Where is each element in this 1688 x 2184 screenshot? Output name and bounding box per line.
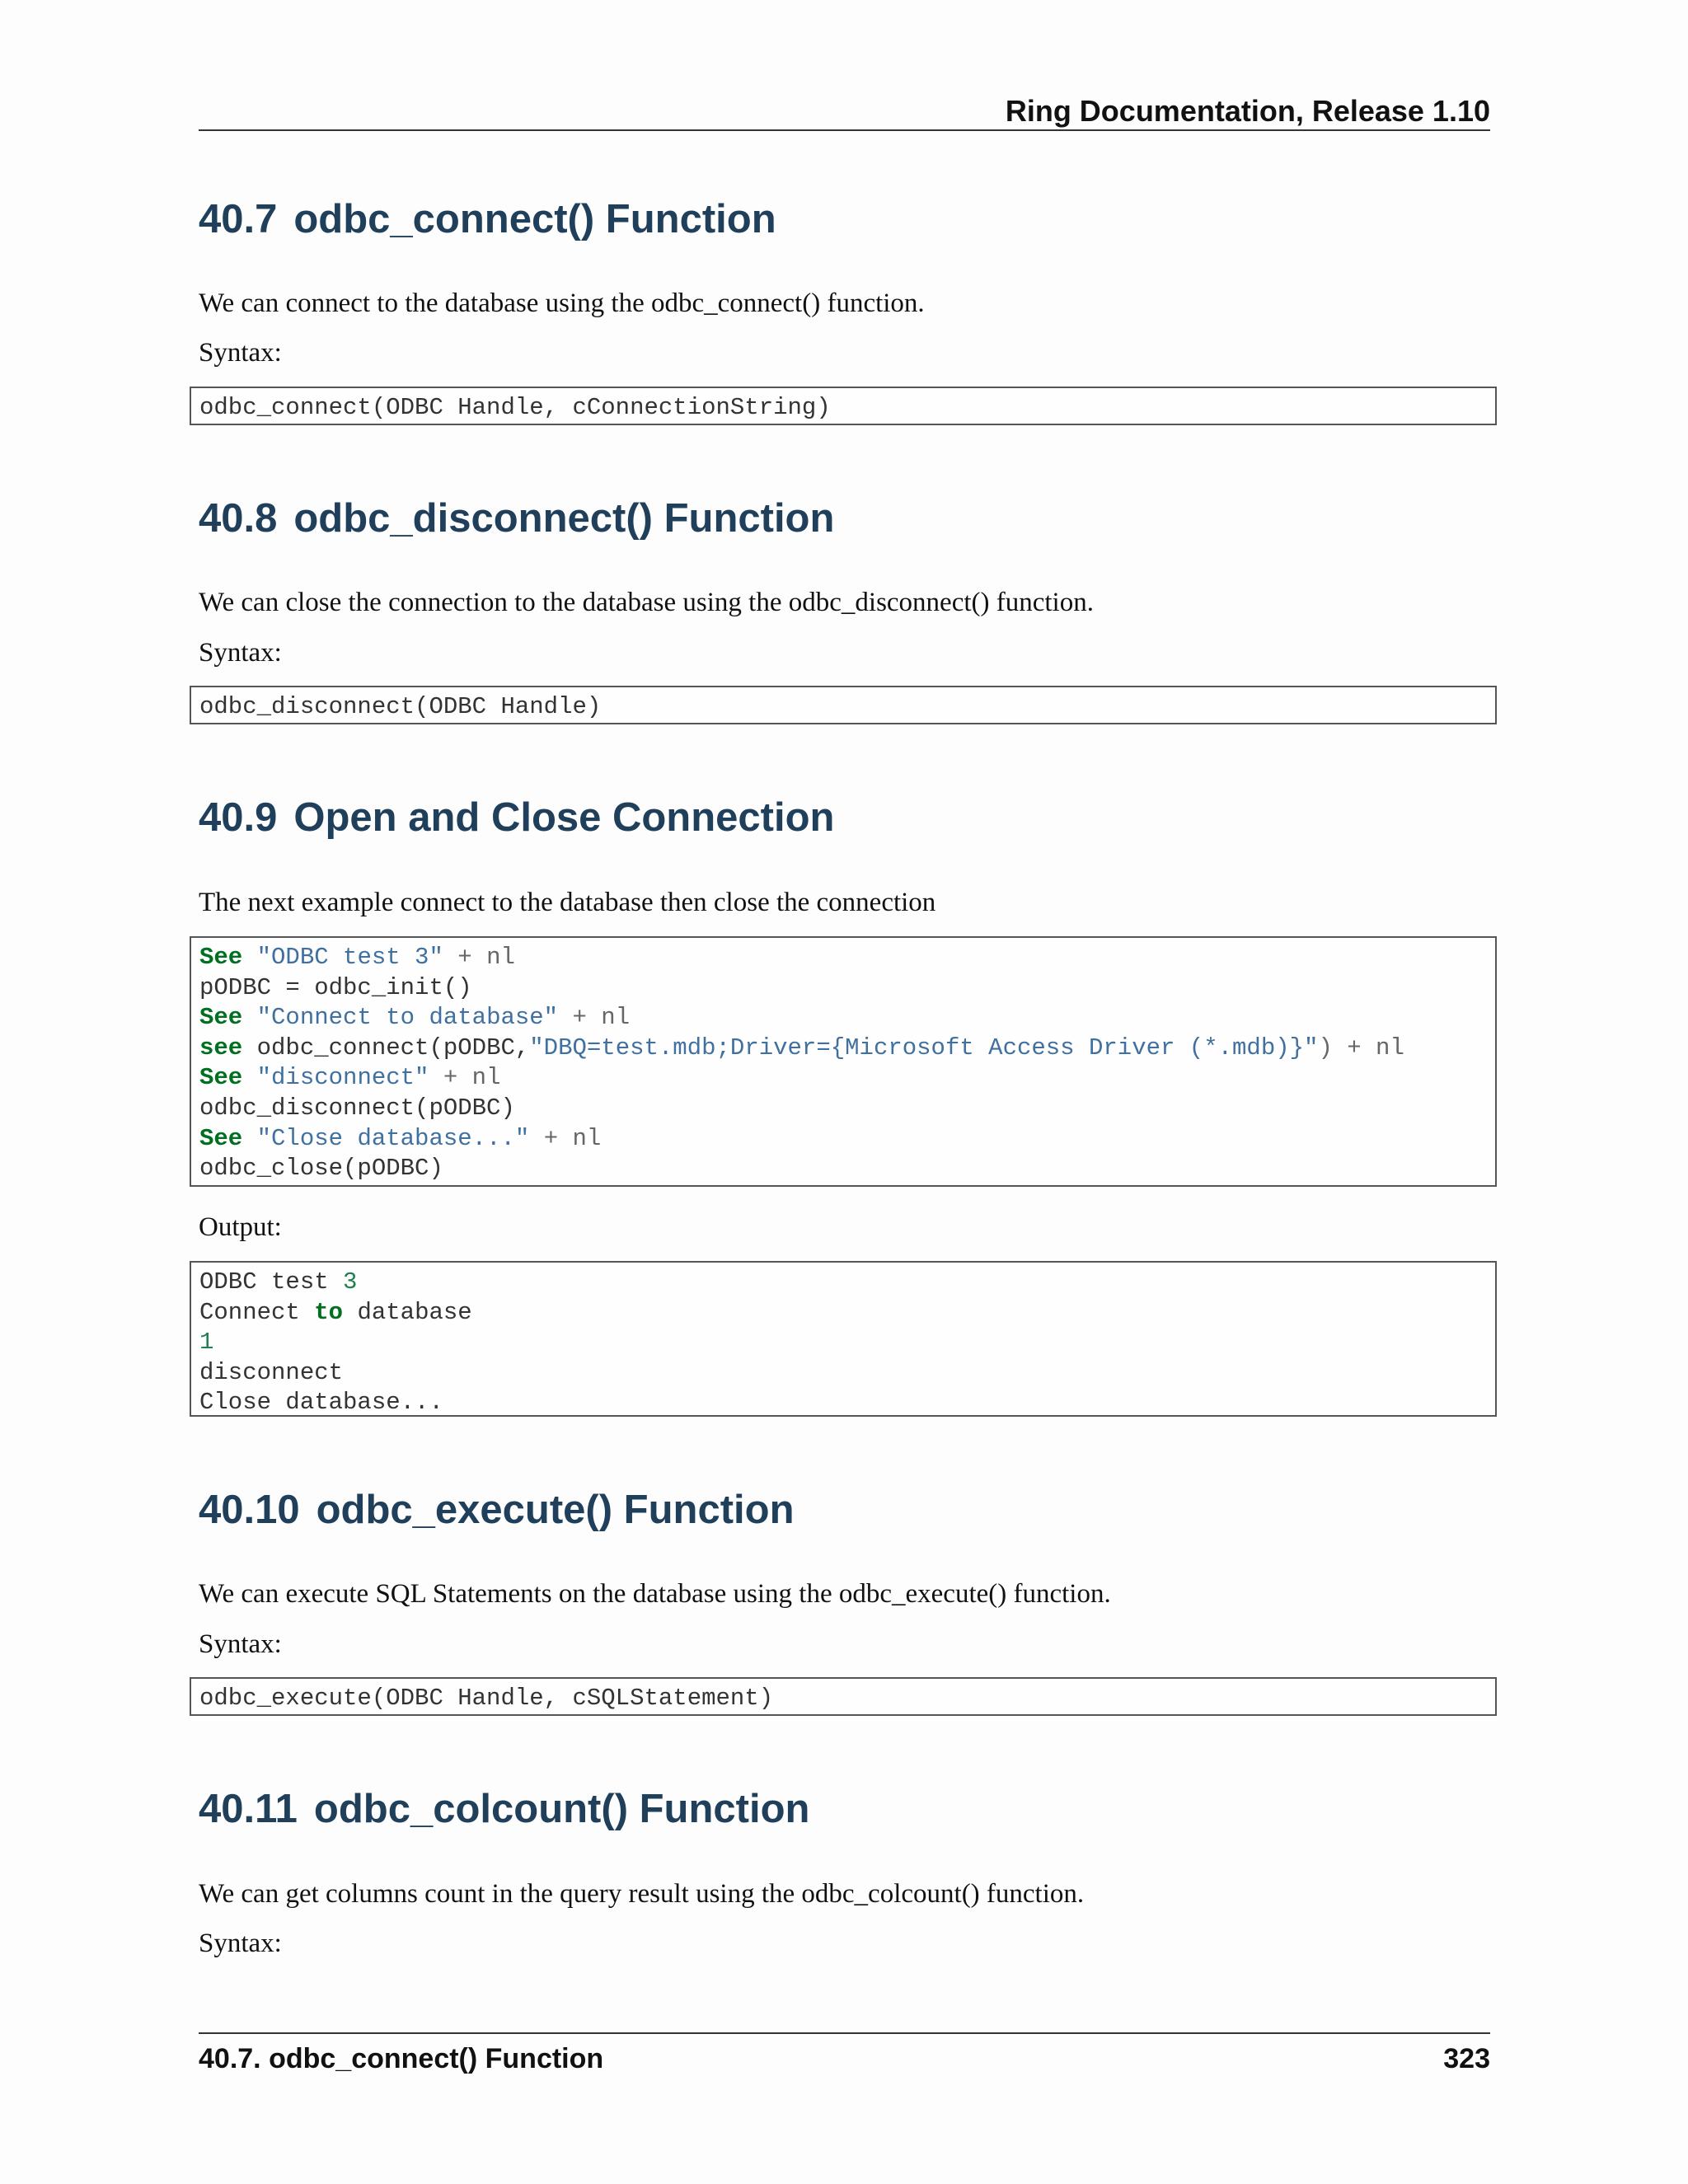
section-heading-40-9 <box>199 793 834 842</box>
section-intro: The next example connect to the database then close the connection <box>199 888 936 917</box>
section-title: odbc_colcount() Function <box>313 1787 810 1831</box>
output-line: Close database... <box>199 1389 443 1417</box>
code-line: See "Close database..." + nl <box>199 1124 602 1152</box>
output-line: Connect to database <box>199 1298 472 1326</box>
code-line: See "disconnect" + nl <box>199 1064 501 1092</box>
output-line: ODBC test 3 <box>199 1268 358 1296</box>
code-line: odbc_execute(ODBC Handle, cSQLStatement) <box>199 1685 774 1712</box>
example-code-block <box>190 936 1497 1187</box>
syntax-code-block <box>190 387 1497 425</box>
section-heading-40-7 <box>199 194 776 244</box>
section-intro: We can close the connection to the database using the odbc_disconnect() function. <box>199 588 1094 617</box>
footer-rule <box>199 2032 1490 2034</box>
code-line: see odbc_connect(pODBC,"DBQ=test.mdb;Driver={Microsoft Access Driver (*.mdb)}") + nl <box>199 1033 1404 1062</box>
code-line: See "ODBC test 3" + nl <box>199 944 515 971</box>
section-number: 40.10 <box>199 1488 300 1532</box>
section-intro: We can execute SQL Statements on the database using the odbc_execute() function. <box>199 1579 1111 1609</box>
header-rule <box>199 129 1490 131</box>
section-heading-40-10 <box>199 1485 795 1535</box>
section-title: odbc_connect() Function <box>293 197 776 241</box>
output-line: disconnect <box>199 1358 344 1386</box>
section-number: 40.11 <box>199 1787 298 1831</box>
running-header: Ring Documentation, Release 1.10 <box>1005 94 1490 128</box>
code-line: pODBC = odbc_init() <box>199 973 472 1001</box>
syntax-label: Syntax: <box>199 338 282 368</box>
syntax-code-block <box>190 686 1497 724</box>
syntax-label: Syntax: <box>199 1629 282 1659</box>
section-title: odbc_execute() Function <box>316 1488 795 1532</box>
section-intro: We can connect to the database using the odbc_connect() function. <box>199 288 925 318</box>
section-number: 40.9 <box>199 795 278 840</box>
output-label: Output: <box>199 1212 282 1242</box>
syntax-label: Syntax: <box>199 1929 282 1958</box>
code-line: odbc_connect(ODBC Handle, cConnectionString) <box>199 394 831 421</box>
section-number: 40.7 <box>199 197 278 241</box>
section-number: 40.8 <box>199 496 278 541</box>
section-title: Open and Close Connection <box>293 795 835 840</box>
syntax-label: Syntax: <box>199 638 282 668</box>
code-line: odbc_disconnect(ODBC Handle) <box>199 693 602 720</box>
output-code-block <box>190 1261 1497 1417</box>
section-title: odbc_disconnect() Function <box>293 496 835 541</box>
syntax-code-block <box>190 1677 1497 1716</box>
section-intro: We can get columns count in the query result using the odbc_colcount() function. <box>199 1879 1085 1909</box>
code-line: odbc_disconnect(pODBC) <box>199 1094 515 1122</box>
output-line: 1 <box>199 1329 214 1357</box>
page-number: 323 <box>1443 2043 1490 2074</box>
code-line: See "Connect to database" + nl <box>199 1004 631 1032</box>
footer-section-ref: 40.7. odbc_connect() Function <box>199 2043 604 2074</box>
code-line: odbc_close(pODBC) <box>199 1155 443 1183</box>
section-heading-40-8 <box>199 494 834 543</box>
section-heading-40-11 <box>199 1784 809 1834</box>
